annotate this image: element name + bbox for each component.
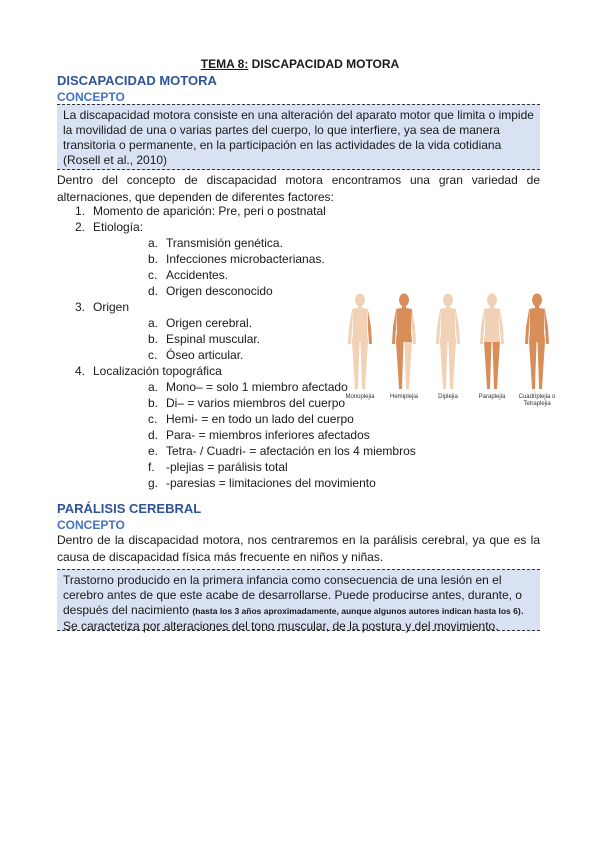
subfactor-letter: c. <box>148 348 158 362</box>
subheading-concepto-1: CONCEPTO <box>57 90 125 104</box>
subfactor-item <box>93 443 416 459</box>
subfactor-letter: a. <box>148 236 159 250</box>
factor-label: Etiología: <box>93 220 144 234</box>
body-figure <box>348 294 372 390</box>
topographic-figure <box>338 292 566 410</box>
body-torso <box>440 308 456 342</box>
subfactor-text: Transmisión genética. <box>166 236 283 250</box>
subfactor-item <box>93 251 416 267</box>
body-head <box>532 294 542 307</box>
subfactor-letter: a. <box>148 316 159 330</box>
factor-number: 3. <box>75 300 86 314</box>
body-left-leg <box>484 342 492 389</box>
subfactor-letter: c. <box>148 412 158 426</box>
subfactor-item <box>93 475 416 491</box>
body-torso <box>529 308 545 342</box>
figure-caption: Hemiplejia <box>389 394 418 400</box>
body-right-arm <box>500 310 504 344</box>
factor-number: 4. <box>75 364 86 378</box>
subfactor-letter: b. <box>148 332 159 346</box>
intro-paragraph-1: Dentro del concepto de discapacidad motora encontramos una gran variedad de alternaciones, que dependen de diferentes factores: <box>57 173 540 204</box>
factor-label: Localización topográfica <box>93 364 222 378</box>
figure-caption: Paraplejia <box>478 394 506 400</box>
figure-caption: Cuadriplejia o Tetraplejia <box>518 394 556 407</box>
subfactor-text: Origen cerebral. <box>166 316 253 330</box>
subfactor-item <box>93 267 416 283</box>
factor-label: Momento de aparición: Pre, peri o postnatal <box>93 204 326 218</box>
subfactor-text: Mono– = solo 1 miembro afectado <box>166 380 348 394</box>
body-left-leg <box>352 342 360 389</box>
subfactor-text: Hemi- = en todo un lado del cuerpo <box>166 412 354 426</box>
body-left-arm <box>348 310 352 344</box>
body-right-arm <box>368 310 372 344</box>
body-head <box>487 294 497 307</box>
subfactor-letter: c. <box>148 268 158 282</box>
section-heading-paralisis-cerebral: PARÁLISIS CEREBRAL <box>57 501 202 516</box>
body-figure <box>392 294 416 390</box>
body-left-leg <box>396 342 404 389</box>
page-title <box>0 57 600 71</box>
body-left-arm <box>392 310 396 344</box>
subfactor-text: Espinal muscular. <box>166 332 261 346</box>
body-silhouettes <box>338 292 566 392</box>
subfactor-letter: d. <box>148 428 159 442</box>
body-left-arm <box>480 310 484 344</box>
body-right-leg <box>361 342 369 389</box>
factor-item <box>57 203 416 219</box>
subfactor-text: Origen desconocido <box>166 284 273 298</box>
body-torso <box>396 308 412 342</box>
factor-number: 1. <box>75 204 86 218</box>
definition-2-part1: Trastorno producido en la primera infancia como consecuencia de una lesión en el cerebro antes de que este acabe de desarrollarse. Puede producirse antes, durante, o después del nacimiento <box>63 573 522 617</box>
body-right-leg <box>449 342 457 389</box>
definition-box-2 <box>57 569 540 631</box>
factor-item <box>57 219 416 299</box>
factor-number: 2. <box>75 220 86 234</box>
subfactor-item <box>93 427 416 443</box>
subfactor-letter: d. <box>148 284 159 298</box>
section-heading-discapacidad-motora: DISCAPACIDAD MOTORA <box>57 73 217 88</box>
figure-caption: Diplejia <box>438 394 458 400</box>
factor-sublist <box>93 235 416 299</box>
intro-paragraph-2: Dentro de la discapacidad motora, nos centraremos en la parálisis cerebral, ya que es la causa de discapacidad física más frecuente en niños y niñas. <box>57 533 540 564</box>
body-right-leg <box>493 342 501 389</box>
subfactor-letter: e. <box>148 444 159 458</box>
body-right-leg <box>405 342 413 389</box>
body-figure <box>525 294 549 390</box>
body-torso <box>352 308 368 342</box>
subfactor-item <box>93 235 416 251</box>
body-right-arm <box>456 310 460 344</box>
body-right-leg <box>538 342 546 389</box>
definition-2-note: (hasta los 3 años aproximadamente, aunque algunos autores indican hasta los 6) <box>192 606 521 616</box>
subfactor-letter: g. <box>148 476 159 490</box>
subfactor-text: Óseo articular. <box>166 348 244 362</box>
body-head <box>355 294 365 307</box>
subfactor-text: Tetra- / Cuadri- = afectación en los 4 miembros <box>166 444 416 458</box>
body-figure <box>436 294 460 390</box>
title-prefix: TEMA 8: <box>200 57 249 71</box>
figure-caption: Monoplejia <box>345 394 375 400</box>
subfactor-text: -paresias = limitaciones del movimiento <box>166 476 376 490</box>
body-figure <box>480 294 504 390</box>
body-right-arm <box>412 310 416 344</box>
subfactor-letter: b. <box>148 396 159 410</box>
subfactor-text: Accidentes. <box>166 268 229 282</box>
subfactor-item <box>93 411 416 427</box>
subfactor-letter: b. <box>148 252 159 266</box>
subfactor-text: Di– = varios miembros del cuerpo <box>166 396 346 410</box>
subfactor-item <box>93 459 416 475</box>
subfactor-text: Infecciones microbacterianas. <box>166 252 325 266</box>
subfactor-text: Para- = miembros inferiores afectados <box>166 428 370 442</box>
title-text: DISCAPACIDAD MOTORA <box>248 57 400 71</box>
factor-label: Origen <box>93 300 130 314</box>
definition-box-1: La discapacidad motora consiste en una alteración del aparato motor que limita o impide la movilidad de una o varias partes del cuerpo, lo que interfiere, ya sea de manera transitoria o permanente, en la participación en las actividades de la vida cotidiana (Rosell et al., 2010) <box>57 104 540 170</box>
subfactor-text: -plejias = parálisis total <box>166 460 288 474</box>
body-left-arm <box>525 310 529 344</box>
subfactor-letter: f. <box>148 460 155 474</box>
subfactor-letter: a. <box>148 380 159 394</box>
body-head <box>443 294 453 307</box>
body-left-leg <box>529 342 537 389</box>
body-right-arm <box>545 310 549 344</box>
body-left-arm <box>436 310 440 344</box>
subheading-concepto-2: CONCEPTO <box>57 518 125 532</box>
body-left-leg <box>440 342 448 389</box>
definition-2-part2: . Se caracteriza por alteraciones del tono muscular, de la postura y del movimiento. <box>63 603 525 633</box>
body-head <box>399 294 409 307</box>
body-torso <box>484 308 500 342</box>
